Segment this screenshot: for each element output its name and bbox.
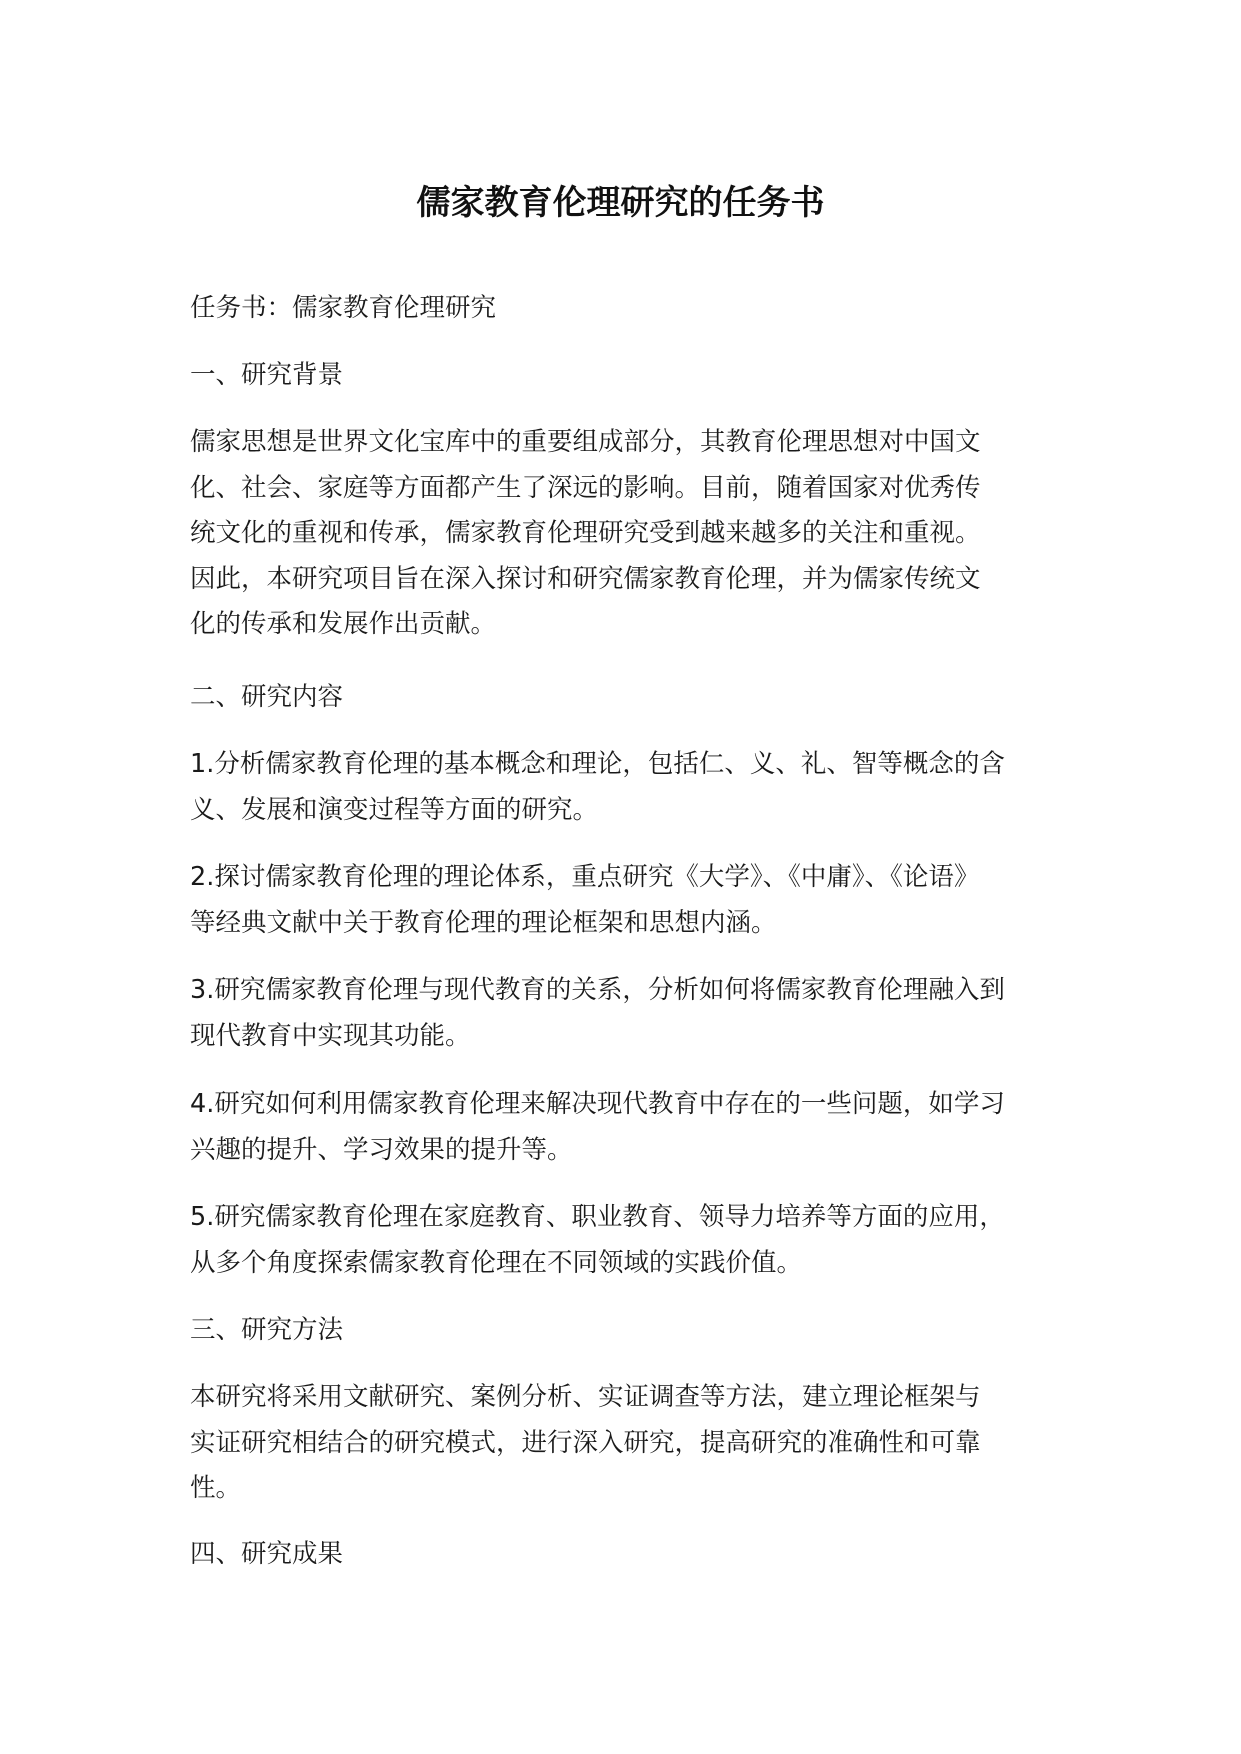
paragraph-line: 儒家思想是世界文化宝库中的重要组成部分，其教育伦理思想对中国文 bbox=[190, 427, 981, 457]
paragraph-content-2 bbox=[190, 855, 1080, 946]
paragraph-line: 义、发展和演变过程等方面的研究。 bbox=[190, 794, 599, 825]
section-heading-method bbox=[190, 1308, 1080, 1354]
paragraph-line: 统文化的重视和传承，儒家教育伦理研究受到越来越多的关注和重视。 bbox=[190, 518, 981, 548]
document-title: 儒家教育伦理研究的任务书 bbox=[416, 183, 825, 223]
paragraph-content-5 bbox=[190, 1195, 1080, 1286]
paragraph-line: 3.研究儒家教育伦理与现代教育的关系，分析如何将儒家教育伦理融入到 bbox=[190, 975, 1005, 1005]
paragraph-line: 实证研究相结合的研究模式，进行深入研究，提高研究的准确性和可靠 bbox=[190, 1427, 981, 1458]
paragraph-line: 2.探讨儒家教育伦理的理论体系，重点研究《大学》、《中庸》、《论语》 bbox=[190, 862, 980, 892]
paragraph-line: 性。 bbox=[190, 1473, 242, 1503]
section-heading: 三、研究方法 bbox=[190, 1315, 344, 1345]
paragraph-line: 从多个角度探索儒家教育伦理在不同领域的实践价值。 bbox=[190, 1247, 803, 1278]
paragraph-line: 1.分析儒家教育伦理的基本概念和理论，包括仁、义、礼、智等概念的含 bbox=[190, 749, 1005, 779]
paragraph-content-1 bbox=[190, 742, 1080, 833]
paragraph-content-4 bbox=[190, 1082, 1080, 1173]
paragraph-line: 化、社会、家庭等方面都产生了深远的影响。目前，随着国家对优秀传 bbox=[190, 472, 981, 503]
section-heading: 二、研究内容 bbox=[190, 682, 344, 712]
paragraph-method bbox=[190, 1375, 1080, 1512]
section-heading-background bbox=[190, 353, 1080, 399]
section-heading: 四、研究成果 bbox=[190, 1539, 344, 1569]
paragraph-line: 4.研究如何利用儒家教育伦理来解决现代教育中存在的一些问题，如学习 bbox=[190, 1089, 1005, 1119]
paragraph-line: 现代教育中实现其功能。 bbox=[190, 1020, 471, 1051]
paragraph-background bbox=[190, 420, 1080, 648]
subtitle-line: 任务书：儒家教育伦理研究 bbox=[190, 293, 497, 323]
paragraph-line: 5.研究儒家教育伦理在家庭教育、职业教育、领导力培养等方面的应用， bbox=[190, 1202, 1005, 1232]
paragraph-line: 本研究将采用文献研究、案例分析、实证调查等方法，建立理论框架与 bbox=[190, 1382, 981, 1412]
document-subtitle bbox=[190, 286, 1080, 332]
paragraph-content-3 bbox=[190, 968, 1080, 1059]
section-heading: 一、研究背景 bbox=[190, 360, 344, 390]
paragraph-line: 等经典文献中关于教育伦理的理论框架和思想内涵。 bbox=[190, 907, 777, 938]
section-heading-results bbox=[190, 1532, 1080, 1578]
paragraph-line: 兴趣的提升、学习效果的提升等。 bbox=[190, 1134, 573, 1165]
paragraph-line: 化的传承和发展作出贡献。 bbox=[190, 609, 497, 639]
paragraph-line: 因此，本研究项目旨在深入探讨和研究儒家教育伦理，并为儒家传统文 bbox=[190, 563, 981, 594]
section-heading-content bbox=[190, 675, 1080, 721]
